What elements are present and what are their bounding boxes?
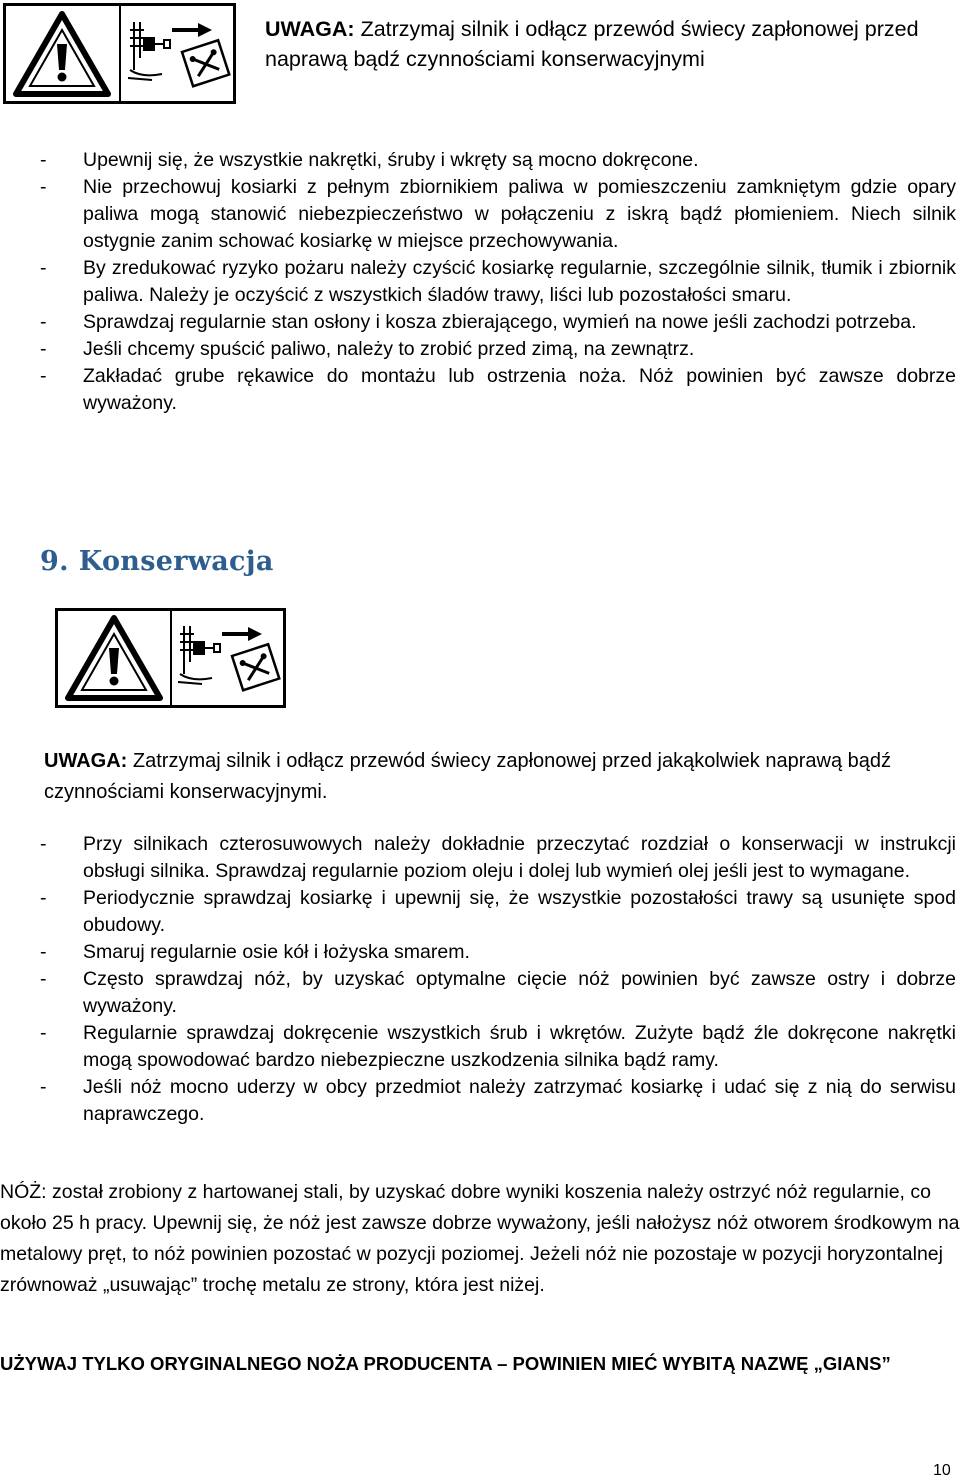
warning-pictogram-top	[3, 3, 236, 104]
list-item	[40, 309, 956, 336]
list-item	[40, 174, 956, 255]
list-item-text: Zakładać grube rękawice do montażu lub ostrzenia noża. Nóż powinien być zawsze dobrze wyważony.	[83, 365, 956, 414]
list-item	[40, 336, 956, 363]
spark-plug-disconnect-icon	[170, 611, 284, 705]
list-item-text: Smaruj regularnie osie kół i łożyska smarem.	[83, 941, 470, 963]
list-item-text: Jeśli chcemy spuścić paliwo, należy to zrobić przed zimą, na zewnątrz.	[83, 338, 695, 360]
list-item-text: Przy silnikach czterosuwowych należy dokładnie przeczytać rozdział o konserwacji w instrukcji obsługi silnika. Sprawdzaj regularnie poziom oleju i dolej lub wymień olej jeśli jest to wymagane.	[83, 833, 956, 882]
list-item-text: Periodycznie sprawdzaj kosiarkę i upewnij się, że wszystkie pozostałości trawy są usunięte spod obudowy.	[83, 887, 956, 936]
list-dash: -	[40, 311, 47, 333]
page-number: 10	[933, 1462, 951, 1479]
list-item	[40, 885, 956, 939]
list-item-text: Nie przechowuj kosiarki z pełnym zbiornikiem paliwa w pomieszczeniu zamkniętym gdzie opary paliwa mogą stanowić niebezpieczeństwo w połączeniu z iskrą bądź płomieniem. Niech silnik ostygnie zanim schować kosiarkę w miejsce przechowywania.	[83, 176, 956, 252]
warning-triangle-icon	[6, 6, 119, 101]
list-dash: -	[40, 1076, 47, 1098]
list-dash: -	[40, 833, 47, 855]
list-item	[40, 1020, 956, 1074]
warning-notice-top	[265, 14, 955, 74]
original-knife-notice: UŻYWAJ TYLKO ORYGINALNEGO NOŻA PRODUCENTA – POWINIEN MIEĆ WYBITĄ NAZWĘ „GIANS”	[0, 1353, 891, 1374]
list-dash: -	[40, 365, 47, 387]
list-item	[40, 831, 956, 885]
list-item-text: Regularnie sprawdzaj dokręcenie wszystkich śrub i wkrętów. Zużyte bądź źle dokręcone nakrętki mogą spowodować bardzo niebezpieczne uszkodzenia silnika bądź ramy.	[83, 1022, 956, 1071]
warning-label: UWAGA:	[265, 17, 355, 41]
list-dash: -	[40, 149, 47, 171]
list-item	[40, 966, 956, 1020]
list-item	[40, 147, 956, 174]
list-dash: -	[40, 338, 47, 360]
list-item-text: By zredukować ryzyko pożaru należy czyścić kosiarkę regularnie, szczególnie silnik, tłumik i zbiornik paliwa. Należy je oczyścić z wszystkich śladów trawy, liści lub pozostałości smaru.	[83, 257, 956, 306]
list-item	[40, 363, 956, 417]
knife-note: NÓŻ: został zrobiony z hartowanej stali, by uzyskać dobre wyniki koszenia należy ostrzyć nóż regularnie, co około 25 h pracy. Upewnij się, że nóż jest zawsze dobrze wyważony, jeśli nałożysz nóż otworem środkowym na metalowy pręt, to nóż powinien pozostać w pozycji poziomej. Jeżeli nóż nie pozostaje w pozycji horyzontalnej zrównoważ „usuwając” trochę metalu ze strony, która jest niżej.	[0, 1181, 960, 1296]
list-item-text: Upewnij się, że wszystkie nakrętki, śruby i wkręty są mocno dokręcone.	[83, 149, 699, 171]
list-item	[40, 255, 956, 309]
list-dash: -	[40, 941, 47, 963]
list-item-text: Sprawdzaj regularnie stan osłony i kosza zbierającego, wymień na nowe jeśli zachodzi potrzeba.	[83, 311, 917, 333]
section-number: 9.	[40, 546, 69, 577]
section-title: Konserwacja	[78, 546, 274, 577]
spark-plug-disconnect-icon	[119, 6, 234, 101]
maintenance-list	[40, 831, 956, 1128]
warning-label: UWAGA:	[44, 750, 128, 772]
warning-notice-section	[44, 746, 924, 808]
safety-list	[40, 147, 956, 417]
warning-text: Zatrzymaj silnik i odłącz przewód świecy zapłonowej przed naprawą bądź czynnościami konserwacyjnymi	[265, 17, 919, 71]
list-dash: -	[40, 257, 47, 279]
section-heading	[40, 546, 274, 577]
list-dash: -	[40, 887, 47, 909]
list-dash: -	[40, 1022, 47, 1044]
list-dash: -	[40, 968, 47, 990]
warning-pictogram-section	[55, 608, 286, 708]
warning-text: Zatrzymaj silnik i odłącz przewód świecy zapłonowej przed jakąkolwiek naprawą bądź czynnościami konserwacyjnymi.	[44, 750, 892, 803]
list-item	[40, 939, 956, 966]
list-item-text: Często sprawdzaj nóż, by uzyskać optymalne cięcie nóż powinien być zawsze ostry i dobrze wyważony.	[83, 968, 956, 1017]
list-dash: -	[40, 176, 47, 198]
list-item	[40, 1074, 956, 1128]
warning-triangle-icon	[58, 611, 170, 705]
list-item-text: Jeśli nóż mocno uderzy w obcy przedmiot należy zatrzymać kosiarkę i udać się z nią do serwisu naprawczego.	[83, 1076, 956, 1125]
